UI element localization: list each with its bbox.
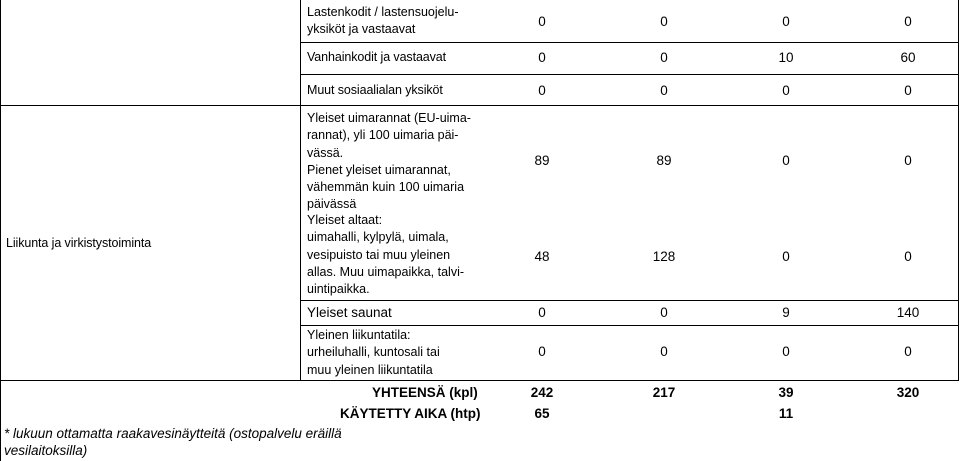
footnote-line-2: vesilaitoksilla) <box>4 443 88 458</box>
totals-value: 242 <box>530 385 554 400</box>
totals-value: 320 <box>896 385 920 400</box>
table-border-right <box>958 0 959 380</box>
row-label-lastenkodit: Lastenkodit / lastensuojelu- yksiköt ja vastaavat <box>307 5 459 37</box>
row-label-uimarannat: Yleiset uimarannat (EU-uima- rannat), yli 100 uimaria päi- vässä. Pienet yleiset uimarannat, vähemmän kuin 100 uimaria päivässä <box>307 111 471 212</box>
cell-value: 0 <box>538 50 546 65</box>
row-divider-1 <box>300 42 959 43</box>
row-divider-4 <box>300 300 959 301</box>
totals-label: YHTEENSÄ (kpl) <box>372 385 478 400</box>
table-border-left <box>0 0 1 461</box>
cell-value: 0 <box>660 305 668 320</box>
cell-value: 0 <box>904 344 912 359</box>
cell-value: 0 <box>904 249 912 264</box>
cell-value: 0 <box>782 153 790 168</box>
cell-value: 48 <box>534 249 550 264</box>
usage-value: 11 <box>778 406 794 421</box>
row-label-yleiset-altaat: Yleiset altaat: uimahalli, kylpylä, uimala, vesipuisto tai muu yleinen allas. Muu uimapaikka, talvi- uintipaikka. <box>307 213 465 297</box>
cell-value: 0 <box>660 14 668 29</box>
cell-value: 0 <box>782 14 790 29</box>
cell-value: 9 <box>782 305 790 320</box>
cell-value: 0 <box>660 344 668 359</box>
row-divider-5 <box>300 325 959 326</box>
cell-value: 0 <box>782 344 790 359</box>
table-border-category-col <box>300 0 301 380</box>
cell-value: 140 <box>896 305 920 320</box>
row-label-muut-sosiaalialan: Muut sosiaalialan yksiköt <box>307 83 443 97</box>
row-label-vanhainkodit: Vanhainkodit ja vastaavat <box>307 50 447 64</box>
usage-value: 65 <box>534 406 550 421</box>
cell-value: 89 <box>534 153 550 168</box>
row-divider-6 <box>0 380 959 381</box>
cell-value: 0 <box>660 83 668 98</box>
totals-value: 217 <box>652 385 676 400</box>
footnote-line-1: * lukuun ottamatta raakavesinäytteitä (ostopalvelu eräillä <box>4 426 342 441</box>
cell-value: 10 <box>778 50 794 65</box>
cell-value: 0 <box>538 83 546 98</box>
cell-value: 89 <box>656 153 672 168</box>
cell-value: 60 <box>900 50 916 65</box>
totals-value: 39 <box>778 385 794 400</box>
row-label-yleiset-saunat: Yleiset saunat <box>307 305 392 320</box>
cell-value: 0 <box>538 344 546 359</box>
row-divider-3 <box>0 105 959 106</box>
usage-label: KÄYTETTY AIKA (htp) <box>340 406 481 421</box>
cell-value: 0 <box>538 14 546 29</box>
cell-value: 128 <box>652 249 676 264</box>
cell-value: 0 <box>904 153 912 168</box>
cell-value: 0 <box>904 83 912 98</box>
cell-value: 0 <box>538 305 546 320</box>
row-divider-2 <box>300 74 959 75</box>
cell-value: 0 <box>782 249 790 264</box>
category-label: Liikunta ja virkistystoiminta <box>6 236 152 250</box>
cell-value: 0 <box>904 14 912 29</box>
cell-value: 0 <box>782 83 790 98</box>
row-label-liikuntatila: Yleinen liikuntatila: urheiluhalli, kuntosali tai muu yleinen liikuntatila <box>307 328 440 377</box>
cell-value: 0 <box>660 50 668 65</box>
